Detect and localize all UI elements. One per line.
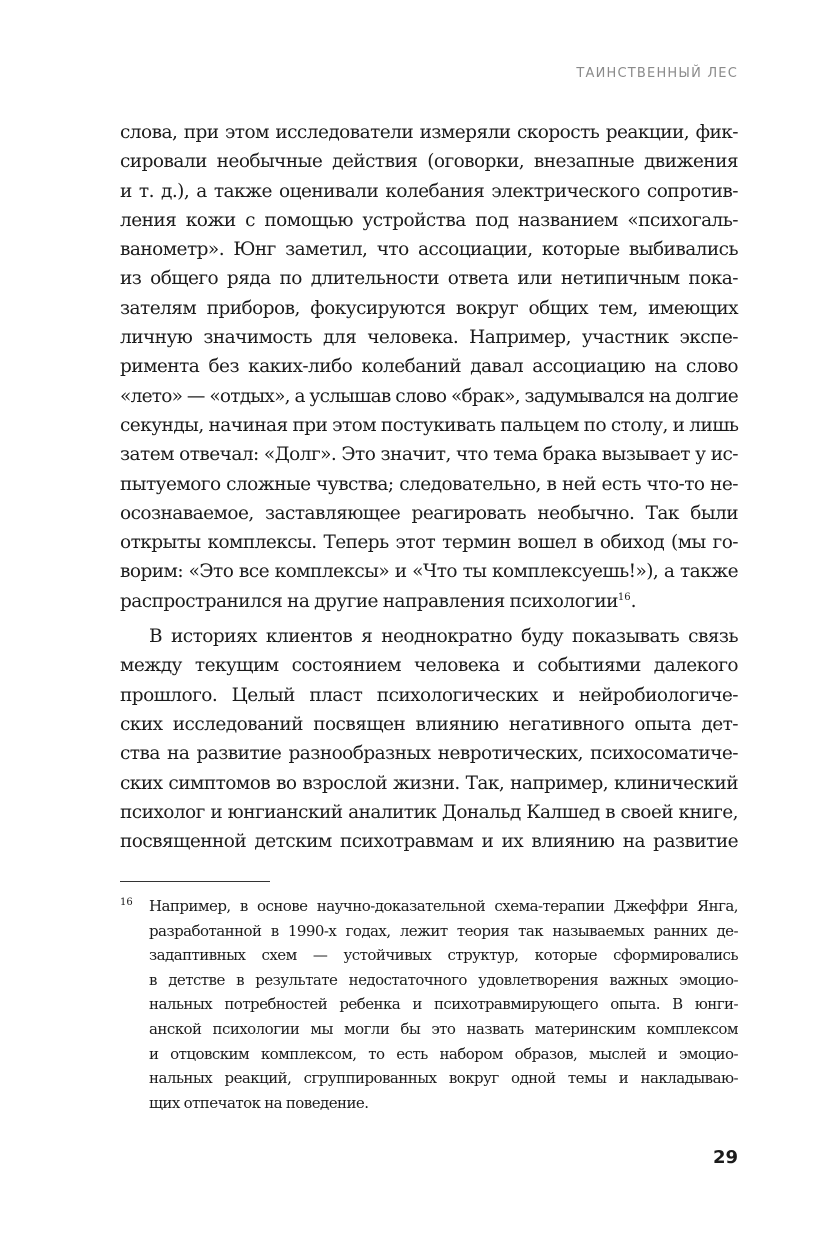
text-line: слова, при этом исследователи измеряли скорость реакции, фик- [120,122,738,143]
text-line: ления кожи с помощью устройства под названием «психогаль- [120,209,738,231]
text-line: секунды, начиная при этом постукивать пальцем по столу, и лишь [120,414,739,436]
footnote-line: задаптивных схем — устойчивых структур, которые сформировались [149,946,738,965]
footnote-line: нальных потребностей ребенка и психотравмирующего опыта. В юнги- [149,995,738,1014]
text-line: личную значимость для человека. Например, участник экспе- [120,327,738,349]
text-line: ванометр». Юнг заметил, что ассоциации, которые выбивались [120,239,738,261]
text-line: зателям приборов, фокусируются вокруг общих тем, имеющих [120,297,738,319]
page-number: 29 [712,1147,738,1168]
text-line: сировали необычные действия (оговорки, внезапные движения [120,151,738,173]
text-line: ских симптомов во взрослой жизни. Так, например, клинический [120,772,738,794]
footnote-line: нальных реакций, сгруппированных вокруг одной темы и накладываю- [149,1069,738,1088]
footnote-line: анской психологии мы могли бы это назвать материнским комплексом [149,1019,738,1038]
text-line: ства на развитие разнообразных невротических, психосоматиче- [120,743,738,765]
text-line: открыты комплексы. Теперь этот термин вошел в обиход (мы го- [120,532,738,554]
text-line: затем отвечал: «Долг». Это значит, что тема брака вызывает у ис- [120,444,738,466]
text-line: «лето» — «отдых», а услышав слово «брак», задумывался на долгие [120,385,738,407]
last-line-end: . [630,590,636,612]
footnote-line: Например, в основе научно-доказательной схема-терапии Джеффри Янга, [149,897,738,915]
text-line: и т. д.), а также оценивали колебания электрического сопротив- [120,180,738,202]
footnote-line-last: щих отпечаток на поведение. [149,1093,369,1112]
text-line: В историях клиентов я неоднократно буду показывать связь [149,626,738,648]
main-text [120,118,738,856]
text-line: ских исследований посвящен влиянию негативного опыта дет- [120,713,738,735]
footnote [120,894,738,1115]
text-line: прошлого. Целый пласт психологических и нейробиологиче- [120,684,738,706]
paragraph-2 [120,622,738,856]
text-line: пытуемого сложные чувства; следовательно, в ней есть что-то не- [120,473,738,495]
footnote-reference[interactable]: 16 [617,591,631,603]
text-line: психолог и юнгианский аналитик Дональд Калшед в своей книге, [120,801,738,823]
text-line: посвященной детским психотравмам и их влиянию на развитие [120,831,738,853]
footnote-line: в детстве в результате недостаточного удовлетворения важных эмоцио- [149,970,738,989]
paragraph-1 [120,118,738,616]
text-line: римента без каких-либо колебаний давал ассоциацию на слово [120,356,738,378]
footnote-line: и отцовским комплексом, то есть набором образов, мыслей и эмоцио- [149,1044,738,1063]
text-line: из общего ряда по длительности ответа или нетипичным пока- [120,268,738,290]
text-line: ворим: «Это все комплексы» и «Что ты комплексуешь!»), а также [120,561,738,583]
footnote-text [149,894,738,1115]
footnote-line: разработанной в 1990-х годах, лежит теория так называемых ранних де- [149,921,738,940]
running-title: ТАИНСТВЕННЫЙ ЛЕС [576,66,738,81]
footnote-number: 16 [120,897,133,908]
text-line-last [120,587,738,616]
footnote-divider [120,881,270,882]
text-line: между текущим состоянием человека и событиями далекого [120,655,738,677]
last-line-text: распространился на другие направления психологии [120,590,618,612]
text-line: осознаваемое, заставляющее реагировать необычно. Так были [120,502,738,524]
